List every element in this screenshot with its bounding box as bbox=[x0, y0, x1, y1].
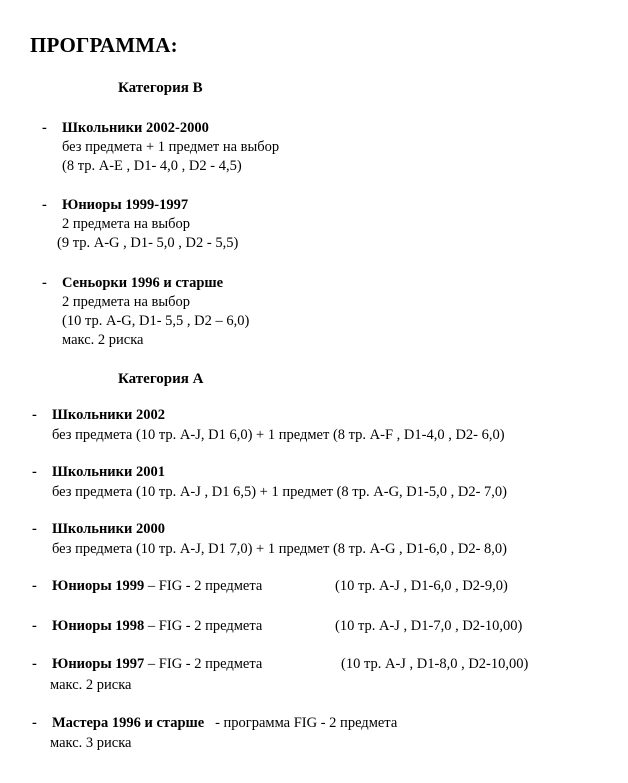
group-name: Юниоры 1998 bbox=[52, 618, 145, 634]
group-suffix: – FIG - 2 предмета bbox=[144, 656, 263, 672]
group-name: Школьники 2002-2000 bbox=[62, 120, 209, 136]
list-bullet: - bbox=[32, 578, 37, 594]
group-line: без предмета (10 тр. A-J, D1 7,0) + 1 предмет (8 тр. A-G , D1-6,0 , D2- 8,0) bbox=[52, 541, 507, 557]
list-bullet: - bbox=[32, 464, 37, 480]
list-bullet: - bbox=[42, 120, 47, 136]
group-heading-line bbox=[52, 618, 262, 635]
group-line: без предмета (10 тр. A-J, D1 6,0) + 1 предмет (8 тр. A-F , D1-4,0 , D2- 6,0) bbox=[52, 427, 505, 443]
group-line: 2 предмета на выбор bbox=[62, 216, 190, 232]
group-line: макс. 2 риска bbox=[62, 332, 144, 348]
list-bullet: - bbox=[32, 521, 37, 537]
group-name: Школьники 2000 bbox=[52, 521, 165, 537]
group-params: (10 тр. A-J , D1-8,0 , D2-10,00) bbox=[341, 656, 529, 672]
group-suffix: – FIG - 2 предмета bbox=[144, 578, 263, 594]
group-name: Сеньорки 1996 и старше bbox=[62, 275, 224, 291]
group-params: (10 тр. A-J , D1-7,0 , D2-10,00) bbox=[335, 618, 523, 634]
list-bullet: - bbox=[32, 618, 37, 634]
group-heading-line bbox=[52, 656, 262, 673]
group-suffix: – FIG - 2 предмета bbox=[144, 618, 263, 634]
group-line: макс. 3 риска bbox=[50, 735, 132, 751]
group-name: Школьники 2002 bbox=[52, 407, 165, 423]
group-name: Юниоры 1999-1997 bbox=[62, 197, 189, 213]
group-line: (10 тр. A-G, D1- 5,5 , D2 – 6,0) bbox=[62, 313, 250, 329]
page-title: ПРОГРАММА: bbox=[30, 33, 178, 57]
group-name: Юниоры 1997 bbox=[52, 656, 145, 672]
group-suffix: - программа FIG - 2 предмета bbox=[204, 715, 398, 731]
list-bullet: - bbox=[42, 275, 47, 291]
list-bullet: - bbox=[42, 197, 47, 213]
group-line: (9 тр. A-G , D1- 5,0 , D2 - 5,5) bbox=[57, 235, 239, 251]
group-name: Юниоры 1999 bbox=[52, 578, 145, 594]
group-line: макс. 2 риска bbox=[50, 677, 132, 693]
group-line: без предмета + 1 предмет на выбор bbox=[62, 139, 280, 155]
category-b-heading: Категория В bbox=[118, 80, 203, 96]
group-heading-line bbox=[52, 578, 262, 595]
group-name: Школьники 2001 bbox=[52, 464, 165, 480]
group-line: без предмета (10 тр. A-J , D1 6,5) + 1 предмет (8 тр. A-G, D1-5,0 , D2- 7,0) bbox=[52, 484, 507, 500]
group-params: (10 тр. A-J , D1-6,0 , D2-9,0) bbox=[335, 578, 508, 594]
group-line: (8 тр. A-E , D1- 4,0 , D2 - 4,5) bbox=[62, 158, 242, 174]
list-bullet: - bbox=[32, 715, 37, 731]
group-name: Мастера 1996 и старше bbox=[52, 715, 205, 731]
category-a-heading: Категория А bbox=[118, 371, 204, 387]
group-line: 2 предмета на выбор bbox=[62, 294, 190, 310]
group-heading-line bbox=[52, 715, 397, 732]
list-bullet: - bbox=[32, 407, 37, 423]
list-bullet: - bbox=[32, 656, 37, 672]
